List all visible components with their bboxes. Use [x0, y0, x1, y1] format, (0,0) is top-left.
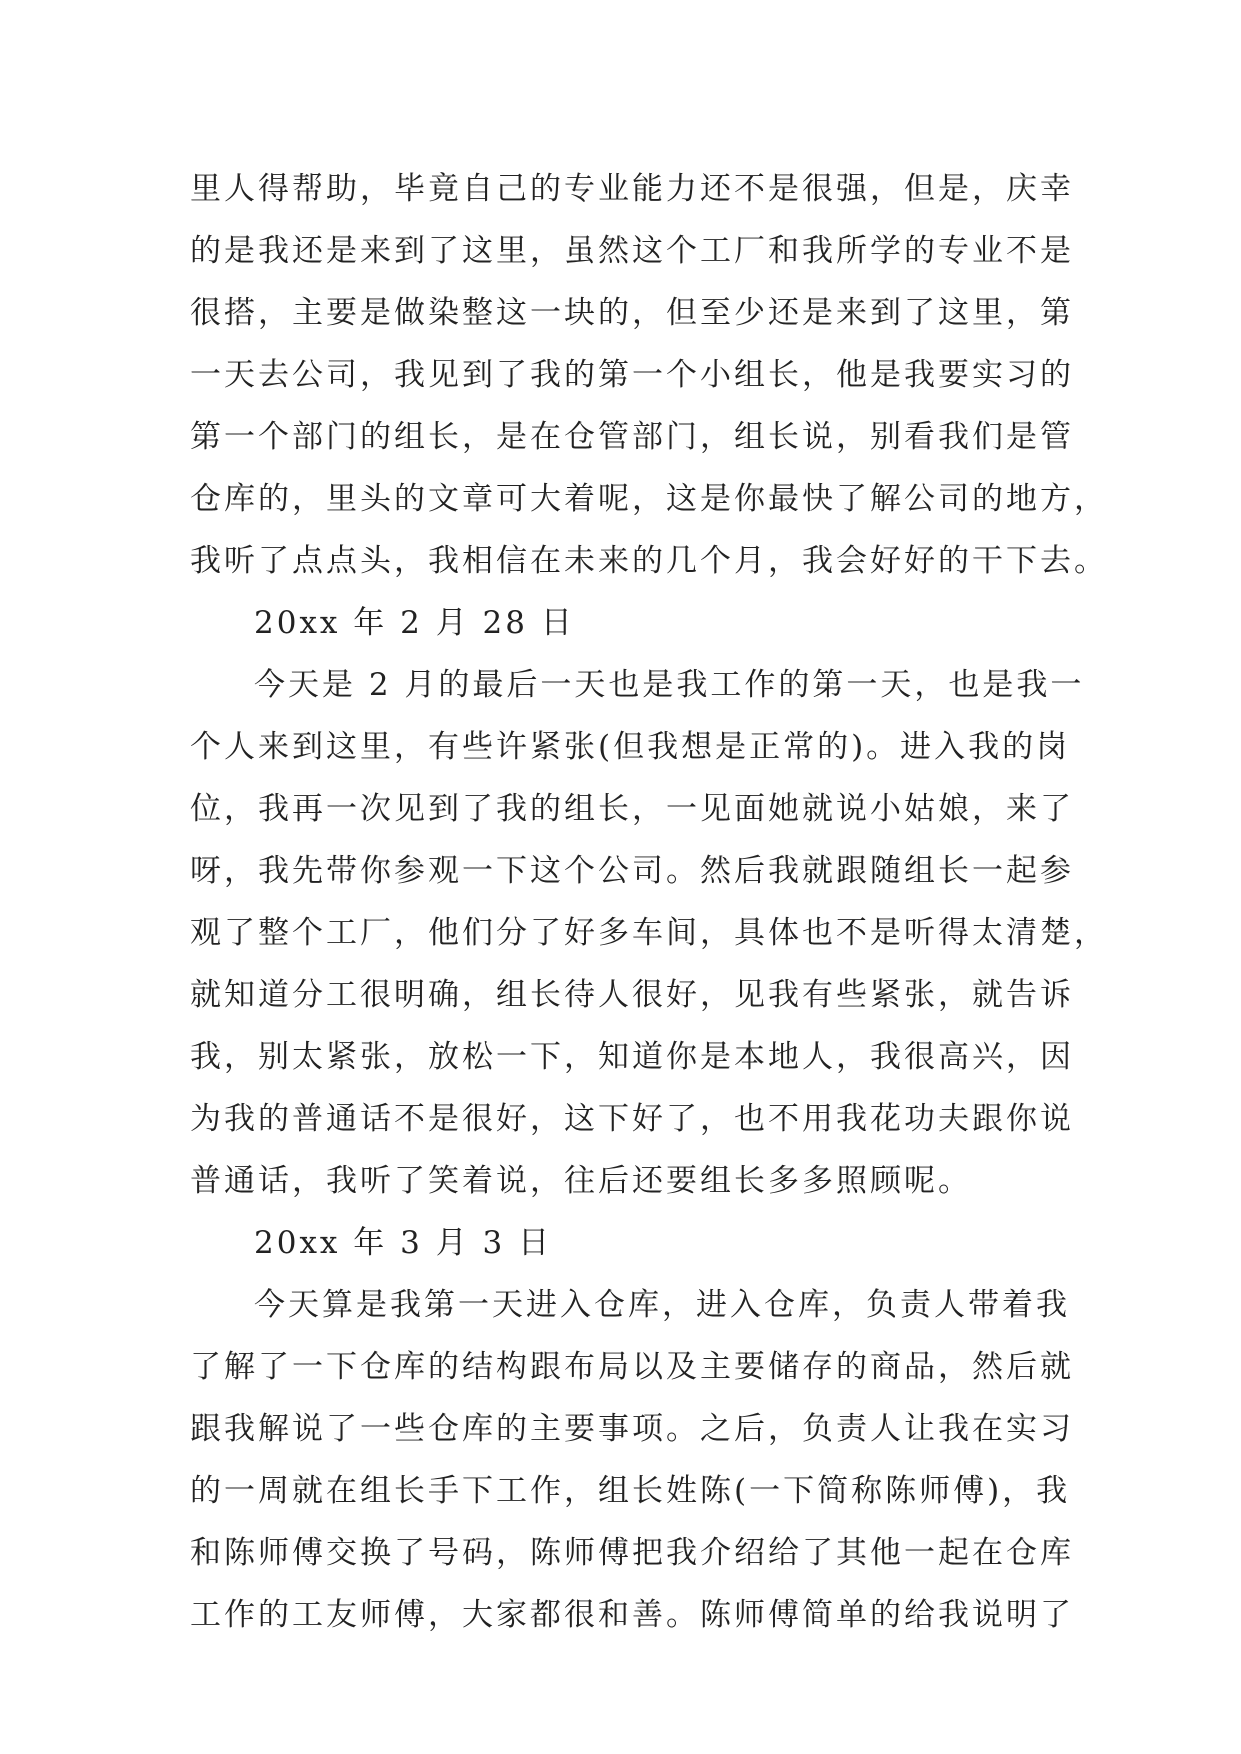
text-line: 就知道分工很明确，组长待人很好，见我有些紧张，就告诉 — [190, 977, 1074, 1013]
text-line: 仓库的，里头的文章可大着呢，这是你最快了解公司的地方， — [190, 481, 1108, 517]
text-line: 一天去公司，我见到了我的第一个小组长，他是我要实习的 — [190, 357, 1074, 393]
text-line: 个人来到这里，有些许紧张(但我想是正常的)。进入我的岗 — [190, 729, 1071, 765]
date-heading: 20xx 年 2 月 28 日 — [254, 605, 575, 641]
text-line: 的一周就在组长手下工作，组长姓陈(一下简称陈师傅)，我 — [190, 1473, 1071, 1509]
paragraph-first-line: 今天是 2 月的最后一天也是我工作的第一天，也是我一 — [254, 667, 1085, 703]
text-line: 和陈师傅交换了号码，陈师傅把我介绍给了其他一起在仓库 — [190, 1535, 1074, 1571]
document-body — [190, 158, 1108, 1646]
text-line: 里人得帮助，毕竟自己的专业能力还不是很强，但是，庆幸 — [190, 171, 1074, 207]
text-line: 工作的工友师傅，大家都很和善。陈师傅简单的给我说明了 — [190, 1597, 1074, 1633]
text-line: 位，我再一次见到了我的组长，一见面她就说小姑娘，来了 — [190, 791, 1074, 827]
text-line: 跟我解说了一些仓库的主要事项。之后，负责人让我在实习 — [190, 1411, 1074, 1447]
text-line: 我，别太紧张，放松一下，知道你是本地人，我很高兴，因 — [190, 1039, 1074, 1075]
text-line: 了解了一下仓库的结构跟布局以及主要储存的商品，然后就 — [190, 1349, 1074, 1385]
text-line: 的是我还是来到了这里，虽然这个工厂和我所学的专业不是 — [190, 233, 1074, 269]
text-line: 观了整个工厂，他们分了好多车间，具体也不是听得太清楚， — [190, 915, 1108, 951]
text-line: 第一个部门的组长，是在仓管部门，组长说，别看我们是管 — [190, 419, 1074, 455]
paragraph-last-line: 普通话，我听了笑着说，往后还要组长多多照顾呢。 — [190, 1163, 972, 1199]
text-line: 呀，我先带你参观一下这个公司。然后我就跟随组长一起参 — [190, 853, 1074, 889]
text-line: 很搭，主要是做染整这一块的，但至少还是来到了这里，第 — [190, 295, 1074, 331]
paragraph-first-line: 今天算是我第一天进入仓库，进入仓库，负责人带着我 — [254, 1287, 1070, 1323]
text-line: 我听了点点头，我相信在未来的几个月，我会好好的干下去。 — [190, 543, 1108, 579]
date-heading: 20xx 年 3 月 3 日 — [254, 1225, 553, 1261]
text-line: 为我的普通话不是很好，这下好了，也不用我花功夫跟你说 — [190, 1101, 1074, 1137]
